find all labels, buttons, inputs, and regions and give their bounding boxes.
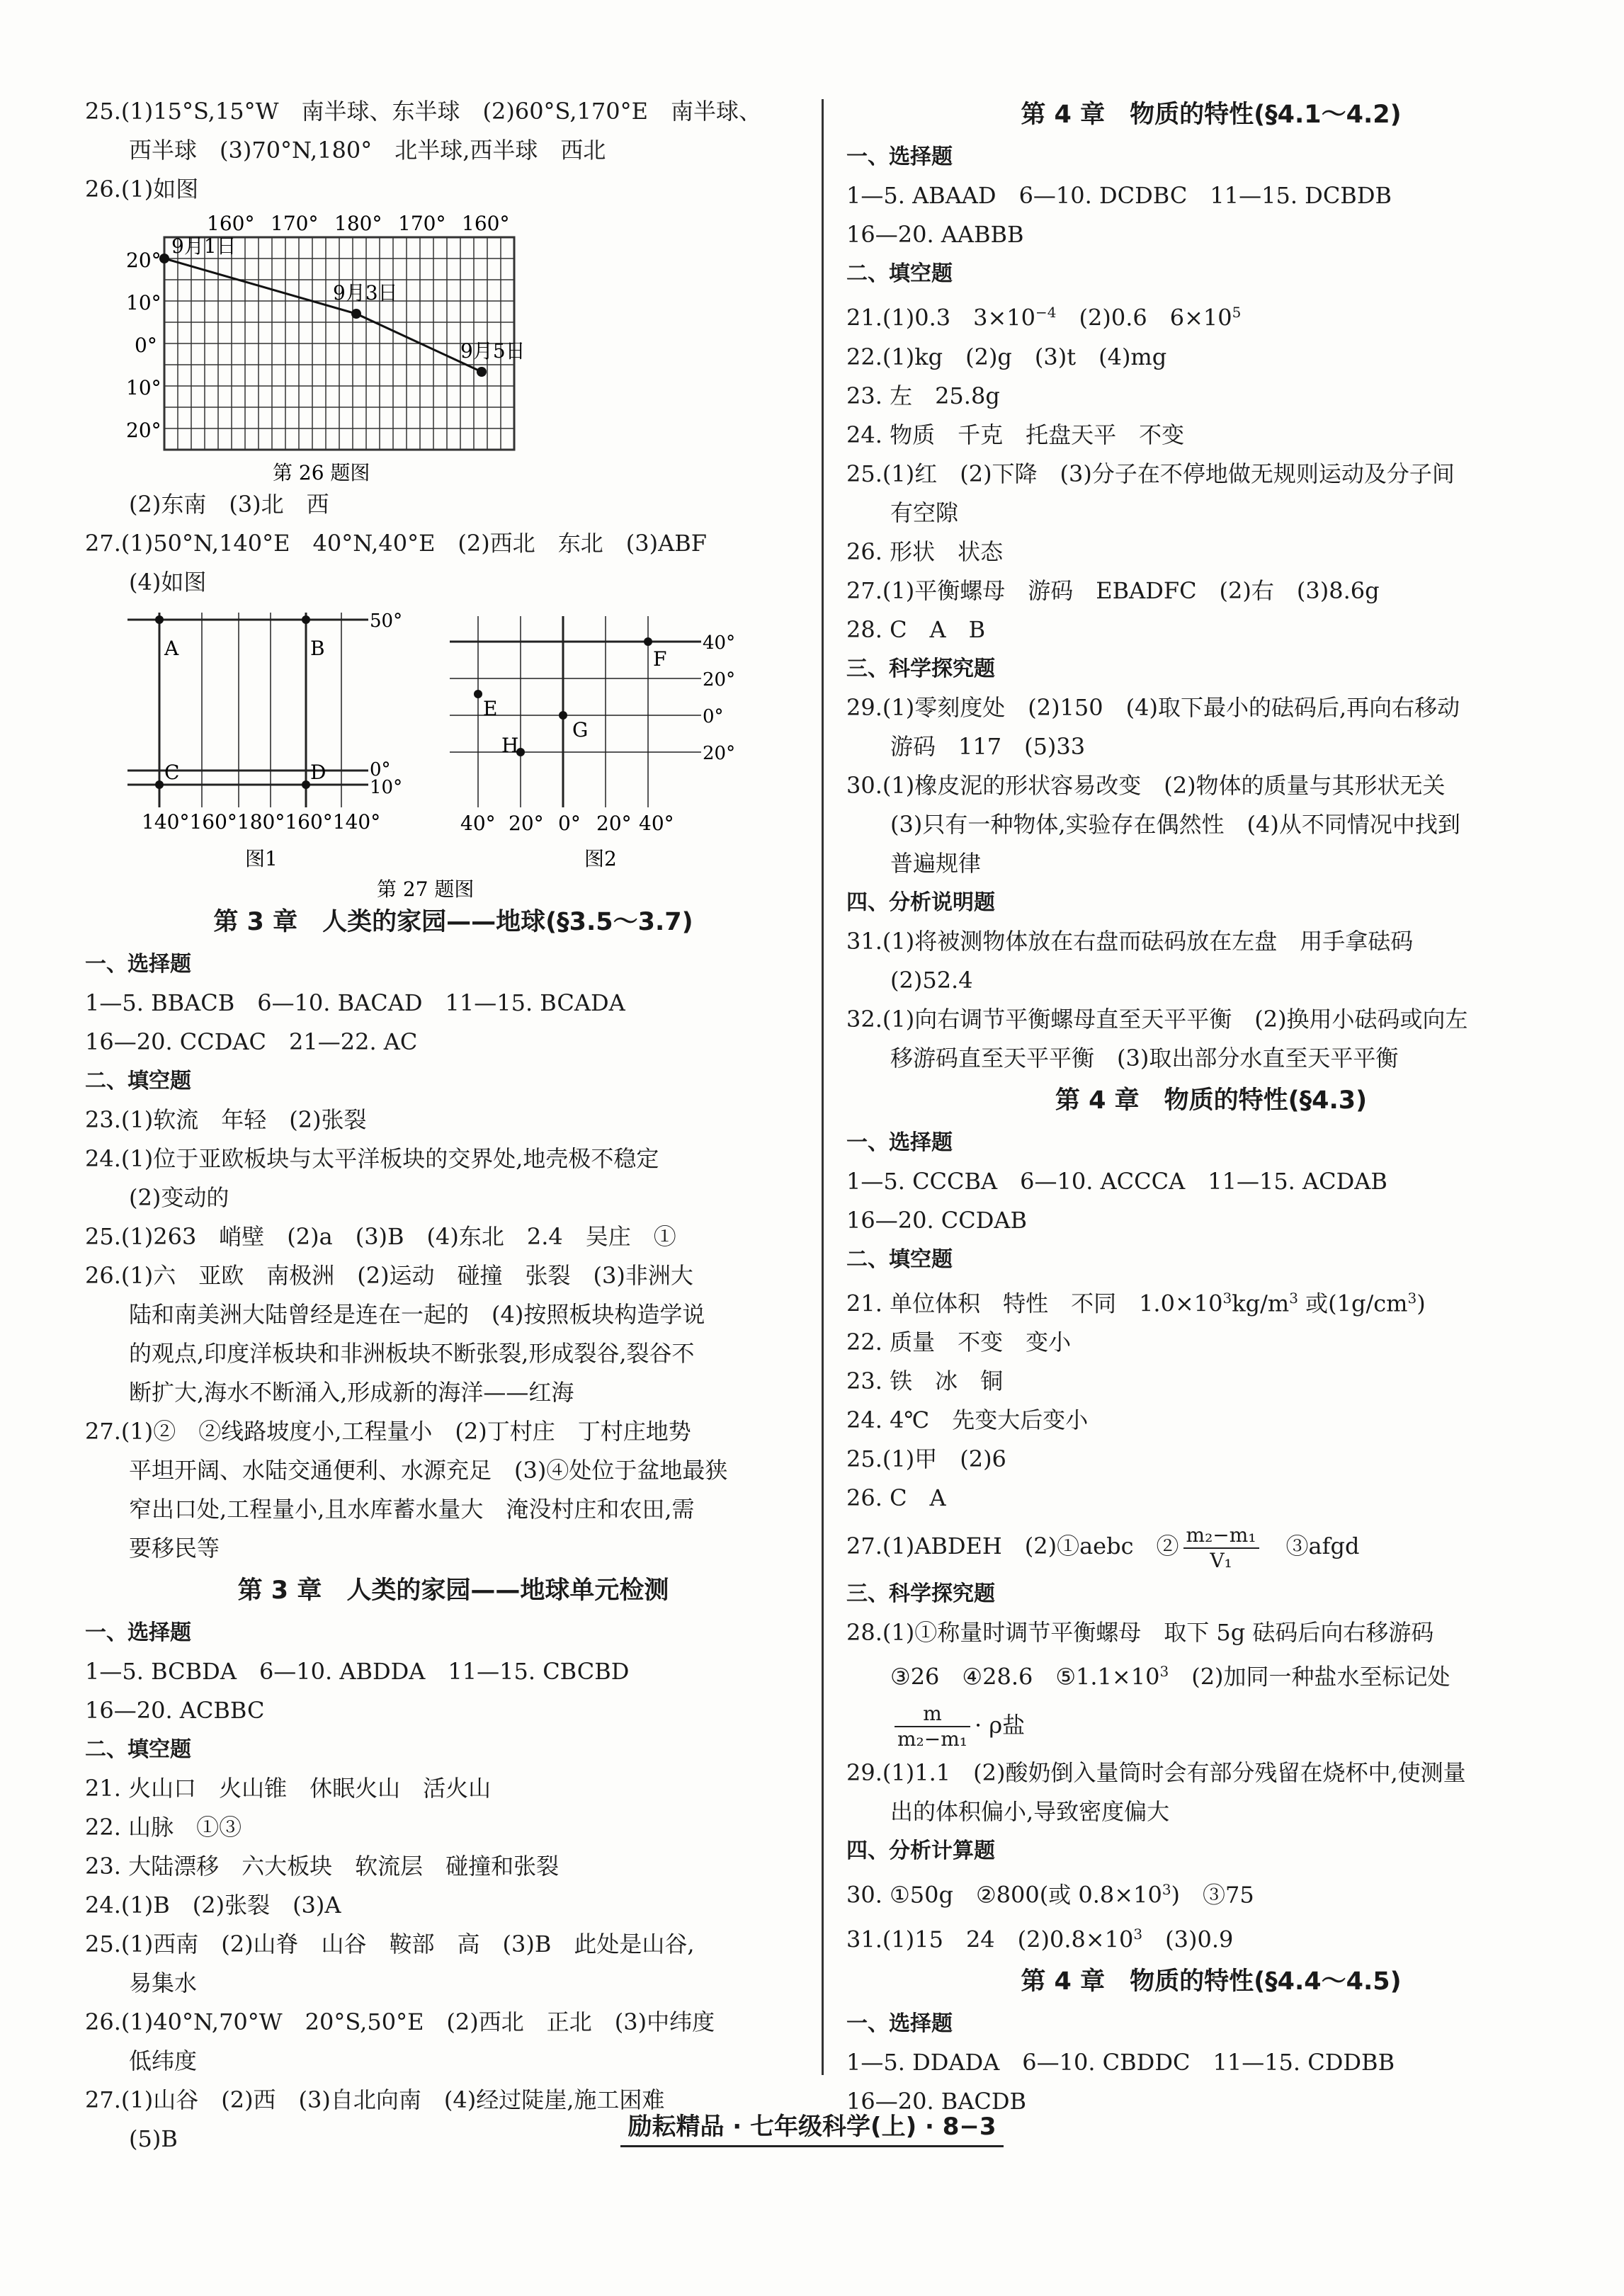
fraction	[1183, 1523, 1259, 1573]
exponent: 3	[1289, 1289, 1298, 1307]
answer-line: 24.(1)位于亚欧板块与太平洋板块的交界处,地壳极不稳定	[85, 1145, 659, 1172]
answer-line: 16—20. BACDB	[846, 2088, 1027, 2115]
lat-label: 10°	[126, 291, 161, 314]
exponent: 3	[1407, 1289, 1417, 1307]
point-label: F	[653, 647, 667, 671]
answer-line: 22. 质量 不变 变小	[846, 1329, 1072, 1356]
answer-line	[846, 1518, 1576, 1574]
answer-line: 1—5. DDADA 6—10. CBDDC 11—15. CDDBB	[846, 2049, 1395, 2076]
answer-line: 29.(1)1.1 (2)酸奶倒入量筒时会有部分残留在烧杯中,使测量	[846, 1758, 1466, 1786]
exponent: 5	[1232, 304, 1242, 321]
answer-line: 出的体积偏小,导致密度偏大	[890, 1797, 1170, 1825]
answer-line: 1—5. CCCBA 6—10. ACCCA 11—15. ACDAB	[846, 1167, 1387, 1195]
point-label: H	[501, 734, 519, 757]
answer-line: 游码 117 (5)33	[890, 732, 1086, 760]
exponent: 3	[1159, 1663, 1169, 1681]
answer-line	[846, 1652, 1576, 1697]
section-heading: 二、填空题	[85, 1737, 191, 1762]
lat-label: 0°	[370, 759, 391, 780]
answer-line: 16—20. ACBBC	[85, 1697, 265, 1724]
answer-line: 27.(1)50°N,140°E 40°N,40°E (2)西北 东北 (3)ABF	[85, 530, 707, 557]
answer-line: 平坦开阔、水陆交通便利、水源充足 (3)④处位于盆地最狭	[129, 1457, 728, 1484]
section-heading: 一、选择题	[85, 1620, 191, 1645]
section-heading: 一、选择题	[85, 952, 191, 977]
answer-line: 24.(1)B (2)张裂 (3)A	[85, 1892, 341, 1919]
lat-label: 20°	[703, 743, 736, 764]
answer-line: (4)如图	[129, 569, 207, 596]
point-label: D	[310, 761, 326, 784]
figure-26	[85, 209, 581, 485]
answer-line: 27.(1)山谷 (2)西 (3)自北向南 (4)经过陡崖,施工困难	[85, 2086, 665, 2113]
answer-text: ③afgd	[1263, 1533, 1360, 1560]
answer-line: 西半球 (3)70°N,180° 北半球,西半球 西北	[129, 137, 606, 164]
exponent: 3	[1162, 1880, 1171, 1898]
answer-line: (5)B	[129, 2125, 178, 2152]
point-label: A	[164, 637, 179, 660]
answer-line: 25.(1)15°S,15°W 南半球、东半球 (2)60°S,170°E 南半球、	[85, 98, 761, 125]
answer-line: 23.(1)软流 年轻 (2)张裂	[85, 1106, 367, 1133]
footer-text: 励耘精品 · 七年级科学(上) · 8−3	[620, 2113, 1003, 2147]
lat-label: 10°	[126, 376, 161, 399]
point-label: 9月1日	[171, 234, 237, 258]
answer-line: 23. 大陆漂移 六大板块 软流层 碰撞和张裂	[85, 1853, 560, 1880]
chapter-heading: 第 4 章 物质的特性(§4.3)	[1055, 1086, 1368, 1115]
section-heading: 四、分析说明题	[846, 890, 995, 915]
answer-line: 24. 物质 千克 托盘天平 不变	[846, 421, 1185, 448]
answer-line: 26.(1)如图	[85, 176, 199, 203]
section-heading: 四、分析计算题	[846, 1838, 995, 1863]
answer-line: 27.(1)② ②线路坡度小,工程量小 (2)丁村庄 丁村庄地势	[85, 1418, 691, 1445]
answer-line: 16—20. CCDAB	[846, 1206, 1028, 1234]
fraction-denominator: m₂−m₁	[897, 1727, 968, 1751]
section-heading: 二、填空题	[85, 1069, 191, 1093]
left-column	[85, 92, 822, 2159]
figure-caption: 图1	[245, 847, 278, 870]
lon-labels: 140°160°180°160°140°	[142, 810, 381, 834]
answer-text: 或(1g/cm	[1298, 1290, 1408, 1317]
chapter-heading: 第 3 章 人类的家园——地球单元检测	[237, 1576, 669, 1605]
chapter-heading: 第 4 章 物质的特性(§4.1～4.2)	[1021, 101, 1402, 129]
answer-text: ③26 ④28.6 ⑤1.1×10	[890, 1663, 1160, 1690]
answer-line: 陆和南美洲大陆曾经是连在一起的 (4)按照板块构造学说	[129, 1301, 705, 1328]
answer-line: 21. 火山口 火山锥 休眠火山 活火山	[85, 1775, 492, 1802]
lon-label: 170°	[271, 212, 319, 235]
answer-text: 27.(1)ABDEH (2)①aebc ②	[846, 1533, 1179, 1560]
answer-line: 27.(1)平衡螺母 游码 EBADFC (2)右 (3)8.6g	[846, 576, 1380, 604]
answer-line: 32.(1)向右调节平衡螺母直至天平平衡 (2)换用小砝码或向左	[846, 1005, 1468, 1033]
page-footer	[0, 2107, 1624, 2142]
lat-label: 20°	[126, 249, 161, 272]
figure-caption: 第 27 题图	[377, 877, 475, 899]
answer-line: 窄出口处,工程量小,且水库蓄水量大 淹没村庄和农田,需	[129, 1496, 695, 1523]
answer-line: 22. 山脉 ①③	[85, 1814, 242, 1841]
answer-line	[846, 1279, 1576, 1324]
answer-line: 23. 左 25.8g	[846, 382, 1000, 409]
answer-line: 25.(1)西南 (2)山脊 山谷 鞍部 高 (3)B 此处是山谷,	[85, 1931, 695, 1957]
point-label: 9月5日	[460, 339, 526, 363]
answer-text: 21.(1)0.3 3×10	[846, 304, 1036, 331]
answer-line: 移游码直至天平平衡 (3)取出部分水直至天平平衡	[890, 1044, 1399, 1072]
answer-line: 22.(1)kg (2)g (3)t (4)mg	[846, 343, 1167, 370]
answer-text: 30. ①50g ②800(或 0.8×10	[846, 1881, 1162, 1909]
section-heading: 三、科学探究题	[846, 1581, 995, 1607]
column-divider	[822, 99, 824, 2075]
lon-label: 40°	[460, 812, 496, 835]
answer-line	[846, 1870, 1576, 1915]
answer-line: 断扩大,海水不断涌入,形成新的海洋——红海	[129, 1379, 574, 1406]
fraction	[895, 1702, 970, 1751]
chapter-heading: 第 3 章 人类的家园——地球(§3.5～3.7)	[213, 908, 693, 936]
grid-chart-26	[85, 209, 581, 485]
answer-line: 28.(1)①称量时调节平衡螺母 取下 5g 砝码后向右移游码	[846, 1619, 1434, 1647]
lat-label: 0°	[703, 706, 724, 727]
answer-line: 26. 形状 状态	[846, 538, 1004, 565]
answer-line: 23. 铁 冰 铜	[846, 1368, 1004, 1395]
point-label: C	[164, 761, 180, 784]
answer-line: 1—5. BCBDA 6—10. ABDDA 11—15. CBCBD	[85, 1658, 630, 1685]
point-label: B	[310, 637, 325, 660]
lon-label: 180°	[334, 212, 382, 235]
answer-line	[846, 293, 1576, 338]
figure-27	[85, 602, 793, 899]
answer-line: 有空隙	[890, 499, 959, 526]
answer-text: kg/m	[1232, 1290, 1290, 1317]
fraction-numerator: m	[895, 1702, 970, 1727]
point-label: G	[572, 718, 589, 741]
answer-line: 普遍规律	[890, 849, 982, 877]
answer-line: 25.(1)甲 (2)6	[846, 1445, 1006, 1473]
answer-line: 1—5. BBACB 6—10. BACAD 11—15. BCADA	[85, 989, 625, 1016]
fraction-numerator: m₂−m₁	[1183, 1523, 1259, 1549]
answer-text: · ρ盐	[975, 1711, 1026, 1739]
answer-line: (3)只有一种物体,实验存在偶然性 (4)从不同情况中找到	[890, 810, 1460, 838]
lat-label: 10°	[370, 777, 403, 798]
answer-line: (2)52.4	[890, 966, 973, 994]
lon-label: 160°	[462, 212, 510, 235]
exponent: 3	[1133, 1925, 1143, 1943]
lat-label: 0°	[135, 334, 157, 357]
exponent: 3	[1222, 1289, 1232, 1307]
section-heading: 一、选择题	[846, 1130, 953, 1155]
grid-figures-27	[85, 602, 793, 899]
lat-label: 50°	[370, 610, 403, 632]
lon-label: 160°	[207, 212, 255, 235]
answer-line: 26.(1)六 亚欧 南极洲 (2)运动 碰撞 张裂 (3)非洲大	[85, 1262, 693, 1289]
lon-label: 20°	[596, 812, 632, 835]
section-heading: 二、填空题	[846, 1246, 953, 1272]
section-heading: 一、选择题	[846, 2011, 953, 2037]
lon-label: 40°	[639, 812, 674, 835]
answer-line: 31.(1)将被测物体放在右盘而砝码放在左盘 用手拿砝码	[846, 927, 1414, 955]
answer-line: 24. 4℃ 先变大后变小	[846, 1406, 1089, 1434]
point-label: 9月3日	[333, 281, 398, 305]
fraction-denominator: V₁	[1210, 1548, 1232, 1572]
answer-line: (2)变动的	[129, 1184, 229, 1211]
chapter-heading: 第 4 章 物质的特性(§4.4～4.5)	[1021, 1967, 1402, 1996]
answer-line: 16—20. AABBB	[846, 221, 1024, 248]
lat-label: 40°	[703, 632, 736, 654]
answer-line: 26. C A	[846, 1484, 946, 1512]
answer-line	[846, 1697, 1576, 1754]
answer-line: (2)东南 (3)北 西	[129, 491, 329, 518]
answer-line: 低纬度	[129, 2047, 198, 2074]
answer-line: 25.(1)红 (2)下降 (3)分子在不停地做无规则运动及分子间	[846, 460, 1455, 487]
answer-line: 的观点,印度洋板块和非洲板块不断张裂,形成裂谷,裂谷不	[129, 1340, 695, 1367]
answer-line: 28. C A B	[846, 615, 986, 643]
lat-label: 20°	[126, 419, 161, 442]
section-heading: 二、填空题	[846, 261, 953, 286]
answer-text: (3)0.9	[1142, 1926, 1234, 1953]
lat-label: 20°	[703, 669, 736, 690]
answer-text: ) ③75	[1171, 1881, 1254, 1909]
answer-line: 易集水	[129, 1970, 198, 1996]
answer-text: (2)0.6 6×10	[1056, 304, 1232, 331]
answer-line: 25.(1)263 峭壁 (2)a (3)B (4)东北 2.4 吴庄 ①	[85, 1223, 676, 1250]
answer-text: )	[1416, 1290, 1426, 1317]
answer-line: 16—20. CCDAC 21—22. AC	[85, 1028, 418, 1055]
answer-line: 要移民等	[129, 1535, 220, 1562]
section-heading: 一、选择题	[846, 144, 953, 169]
answer-text: (2)加同一种盐水至标记处	[1169, 1663, 1450, 1690]
answer-text: 21. 单位体积 特性 不同 1.0×10	[846, 1290, 1223, 1317]
lon-label: 20°	[509, 812, 544, 835]
answer-line: 1—5. ABAAD 6—10. DCDBC 11—15. DCBDB	[846, 182, 1392, 209]
point-label: E	[483, 697, 498, 720]
answer-line: 26.(1)40°N,70°W 20°S,50°E (2)西北 正北 (3)中纬度	[85, 2008, 715, 2035]
lon-label: 170°	[398, 212, 446, 235]
answer-text: 31.(1)15 24 (2)0.8×10	[846, 1926, 1134, 1953]
answer-line	[846, 1915, 1576, 1960]
figure-caption: 第 26 题图	[273, 461, 370, 484]
section-heading: 三、科学探究题	[846, 656, 995, 681]
lon-label: 0°	[558, 812, 581, 835]
figure-caption: 图2	[584, 847, 617, 870]
answer-line: 30.(1)橡皮泥的形状容易改变 (2)物体的质量与其形状无关	[846, 771, 1446, 799]
exponent: −4	[1035, 304, 1057, 321]
answer-line: 29.(1)零刻度处 (2)150 (4)取下最小的砝码后,再向右移动	[846, 693, 1460, 721]
right-column	[846, 92, 1576, 2121]
